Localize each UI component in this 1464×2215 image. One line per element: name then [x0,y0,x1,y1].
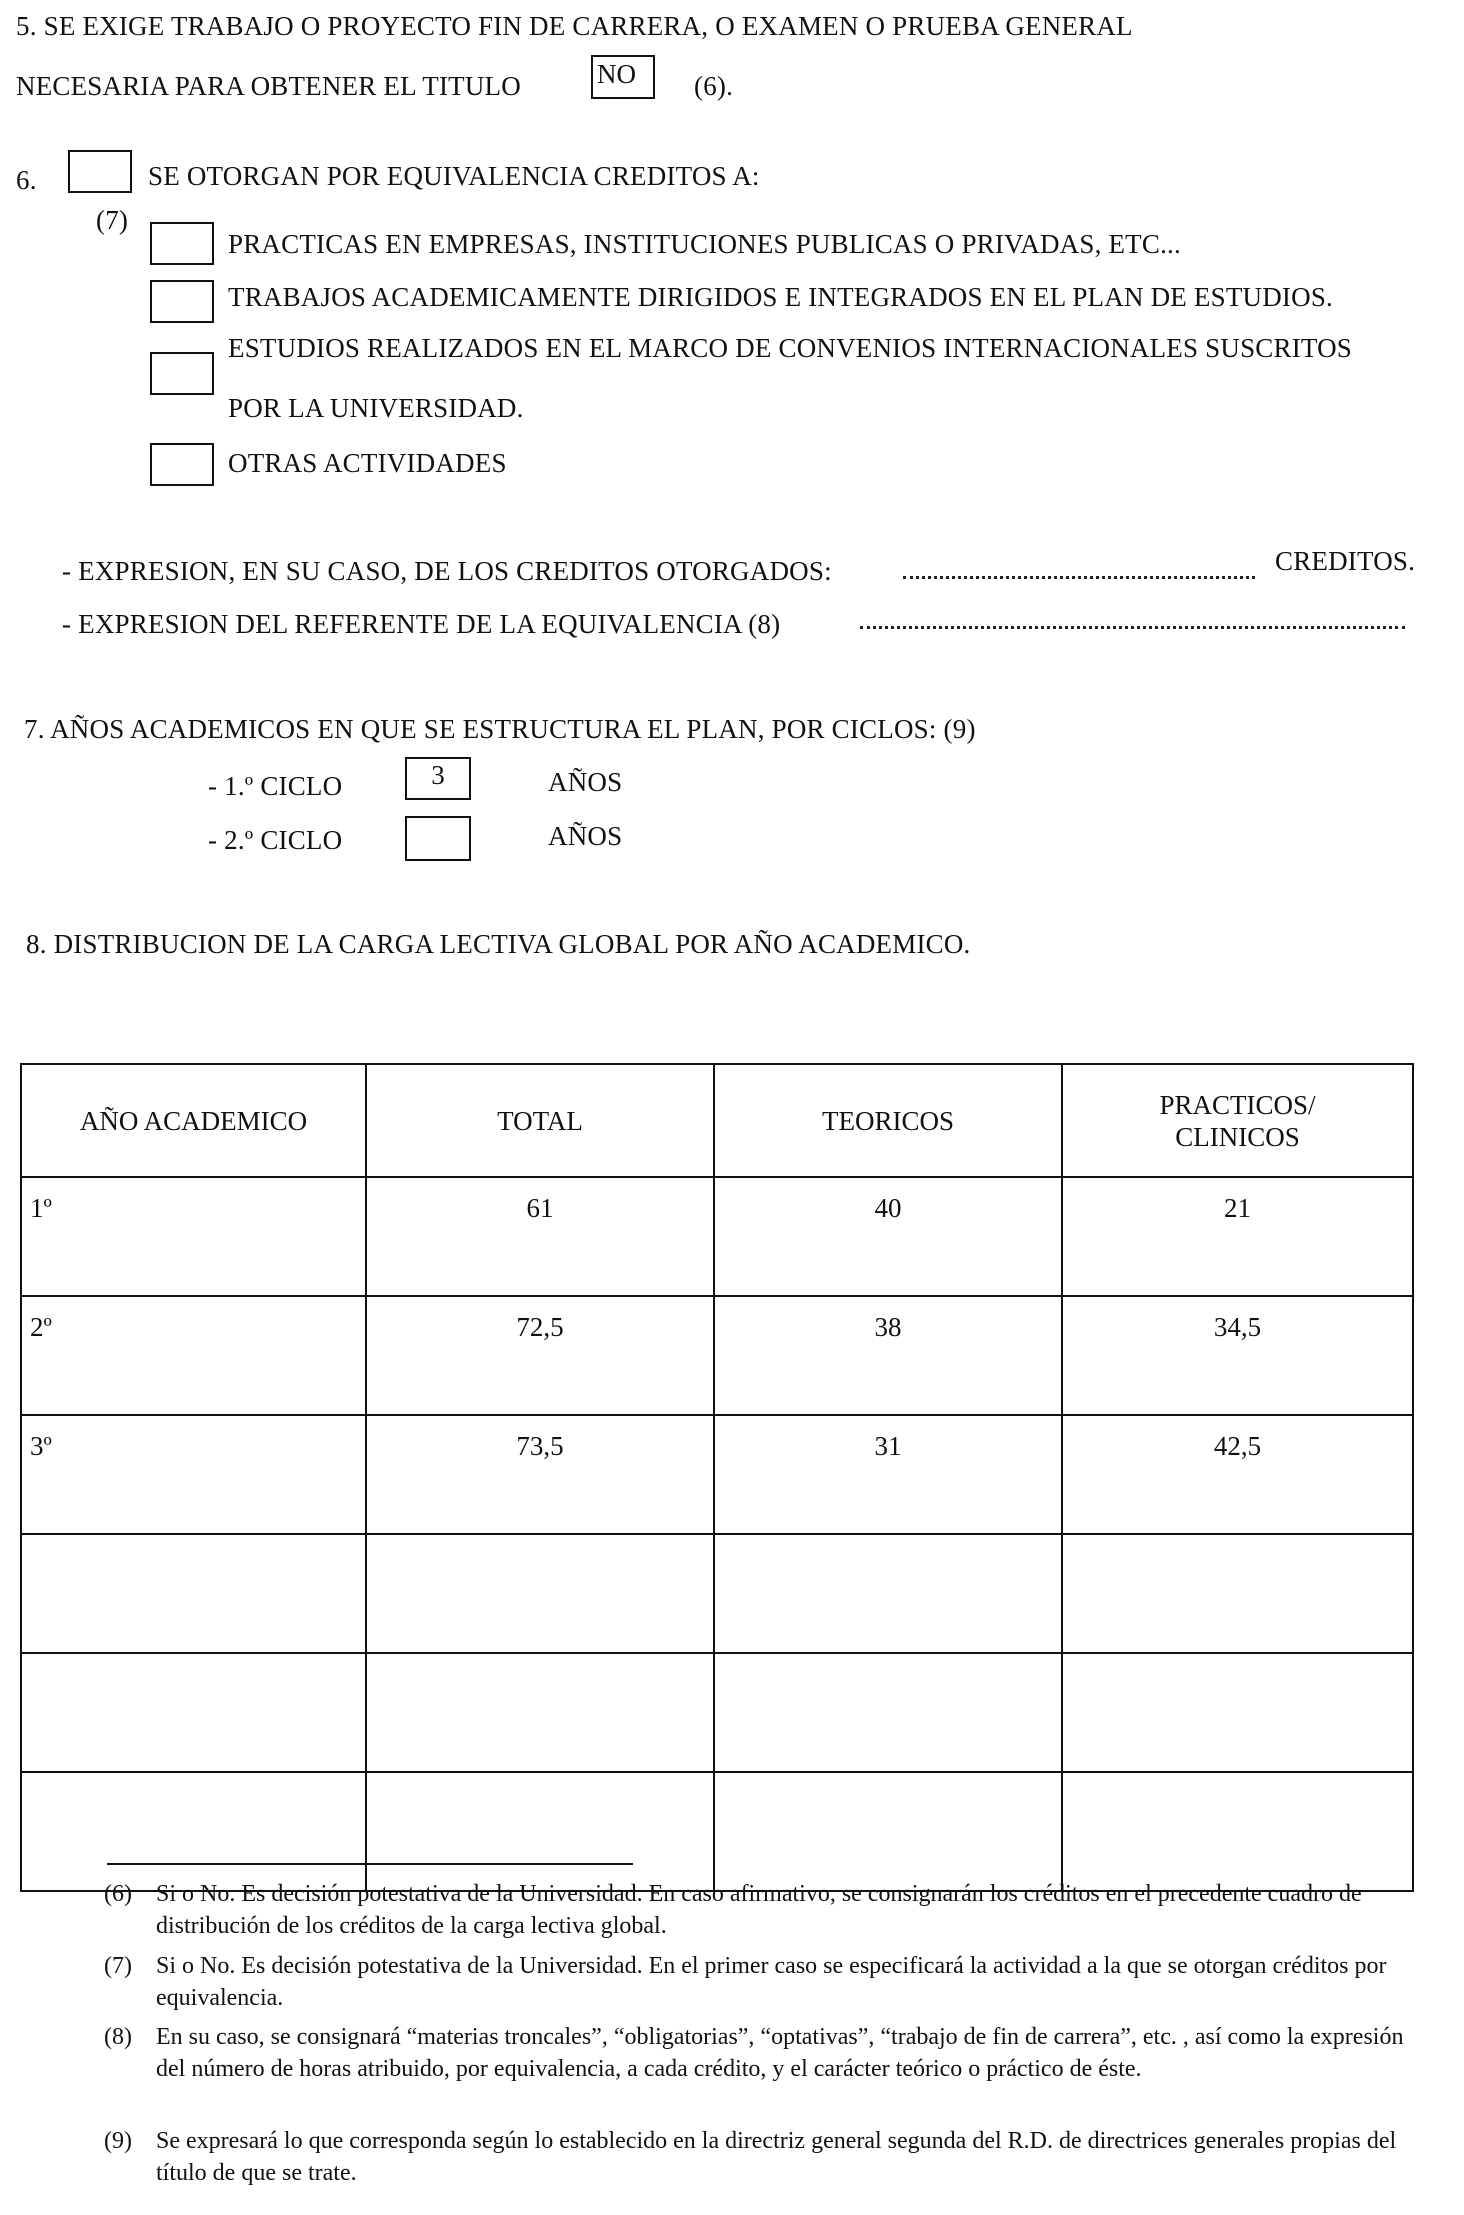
cell-year: 2º [21,1296,366,1415]
header-practicos [1062,1064,1413,1177]
table-row [21,1296,1413,1415]
q5-note: (6). [694,71,734,101]
q8-title: 8. DISTRIBUCION DE LA CARGA LECTIVA GLOBAL POR AÑO ACADEMICO. [26,929,971,959]
footnote-6-number: (6) [104,1881,132,1907]
cell-total [366,1653,714,1772]
cell-year [21,1772,366,1891]
q6-note: (7) [96,205,129,235]
cell-year: 3º [21,1415,366,1534]
table-row [21,1772,1413,1891]
footnote-9-number: (9) [104,2128,132,2154]
q5-answer-value: NO [597,59,636,89]
q7-cycle-2-label: - 2.º CICLO [208,825,343,855]
q6-expr2-label: - EXPRESION DEL REFERENTE DE LA EQUIVALENCIA (8) [62,609,781,639]
q7-title: 7. AÑOS ACADEMICOS EN QUE SE ESTRUCTURA EL PLAN, POR CICLOS: (9) [24,714,976,744]
q6-option-2-checkbox[interactable] [150,280,214,323]
header-total: TOTAL [366,1064,714,1177]
footnote-7-number: (7) [104,1953,132,1979]
q6-option-3-checkbox[interactable] [150,352,214,395]
q7-cycle-1-unit: AÑOS [548,767,623,797]
cell-practicos [1062,1772,1413,1891]
q7-cycle-2-box[interactable] [405,816,471,861]
cell-teoricos [714,1653,1062,1772]
table-row [21,1177,1413,1296]
q6-checkbox[interactable] [68,150,132,193]
footnote-6 [104,1878,1434,1942]
footnote-9 [104,2125,1434,2189]
header-year: AÑO ACADEMICO [21,1064,366,1177]
cell-total [366,1534,714,1653]
footnote-6-text: Si o No. Es decisión potestativa de la Universidad. En caso afirmativo, se consignarán los créditos en el precedente cuadro de distribución de los créditos de la carga lectiva global. [156,1881,1362,1939]
footnote-8-number: (8) [104,2024,132,2050]
cell-teoricos [714,1772,1062,1891]
q6-expr2-field[interactable] [860,626,1405,629]
cell-practicos: 21 [1062,1177,1413,1296]
q5-line1: 5. SE EXIGE TRABAJO O PROYECTO FIN DE CARRERA, O EXAMEN O PRUEBA GENERAL [16,11,1133,41]
footnote-7-text: Si o No. Es decisión potestativa de la Universidad. En el primer caso se especificará la actividad a la que se otorgan créditos por equivalencia. [156,1953,1387,2011]
table-header-row [21,1064,1413,1177]
cell-year [21,1653,366,1772]
cell-total [366,1772,714,1891]
cell-teoricos: 31 [714,1415,1062,1534]
q6-option-3-label-cont: POR LA UNIVERSIDAD. [228,393,524,423]
q7-cycle-1-value: 3 [431,760,445,790]
q6-option-3-label: ESTUDIOS REALIZADOS EN EL MARCO DE CONVENIOS INTERNACIONALES SUSCRITOS [228,333,1353,363]
cell-total: 72,5 [366,1296,714,1415]
cell-year: 1º [21,1177,366,1296]
header-teoricos: TEORICOS [714,1064,1062,1177]
table-row [21,1653,1413,1772]
q7-cycle-2-unit: AÑOS [548,821,623,851]
q6-number: 6. [16,165,37,195]
q6-option-2-label: TRABAJOS ACADEMICAMENTE DIRIGIDOS E INTEGRADOS EN EL PLAN DE ESTUDIOS. [228,282,1333,312]
cell-total: 61 [366,1177,714,1296]
q6-expr1-label: - EXPRESION, EN SU CASO, DE LOS CREDITOS OTORGADOS: [62,556,832,586]
q5-answer-box[interactable] [591,55,655,99]
cell-teoricos: 40 [714,1177,1062,1296]
q6-option-4-label: OTRAS ACTIVIDADES [228,448,507,478]
q7-cycle-1-label: - 1.º CICLO [208,771,343,801]
cell-total: 73,5 [366,1415,714,1534]
q6-option-1-checkbox[interactable] [150,222,214,265]
q6-option-1-label: PRACTICAS EN EMPRESAS, INSTITUCIONES PUBLICAS O PRIVADAS, ETC... [228,229,1181,259]
cell-practicos [1062,1653,1413,1772]
cell-practicos [1062,1534,1413,1653]
credit-distribution-table [20,1063,1414,1892]
header-practicos-line1: PRACTICOS/ [1159,1089,1316,1120]
footnote-separator [107,1863,633,1865]
cell-practicos: 42,5 [1062,1415,1413,1534]
cell-teoricos [714,1534,1062,1653]
q6-expr1-field[interactable] [903,576,1255,579]
cell-practicos: 34,5 [1062,1296,1413,1415]
q6-title: SE OTORGAN POR EQUIVALENCIA CREDITOS A: [148,161,760,191]
q5-line2: NECESARIA PARA OBTENER EL TITULO [16,71,521,101]
q6-option-4-checkbox[interactable] [150,443,214,486]
header-practicos-line2: CLINICOS [1175,1121,1300,1152]
table-row [21,1415,1413,1534]
cell-teoricos: 38 [714,1296,1062,1415]
table-row [21,1534,1413,1653]
q7-cycle-1-box[interactable] [405,757,471,800]
footnote-9-text: Se expresará lo que corresponda según lo establecido en la directriz general segunda del R.D. de directrices generales propias del título de que se trate. [156,2128,1397,2186]
footnote-8 [104,2021,1434,2117]
footnote-7 [104,1950,1434,2014]
cell-year [21,1534,366,1653]
footnote-8-text: En su caso, se consignará “materias troncales”, “obligatorias”, “optativas”, “trabajo de fin de carrera”, etc. , así como la expresión del número de horas atribuido, por equivalencia, a cada crédito, y el carácter teórico o práctico de éste. [156,2024,1404,2082]
q6-expr1-suffix: CREDITOS. [1275,546,1416,576]
